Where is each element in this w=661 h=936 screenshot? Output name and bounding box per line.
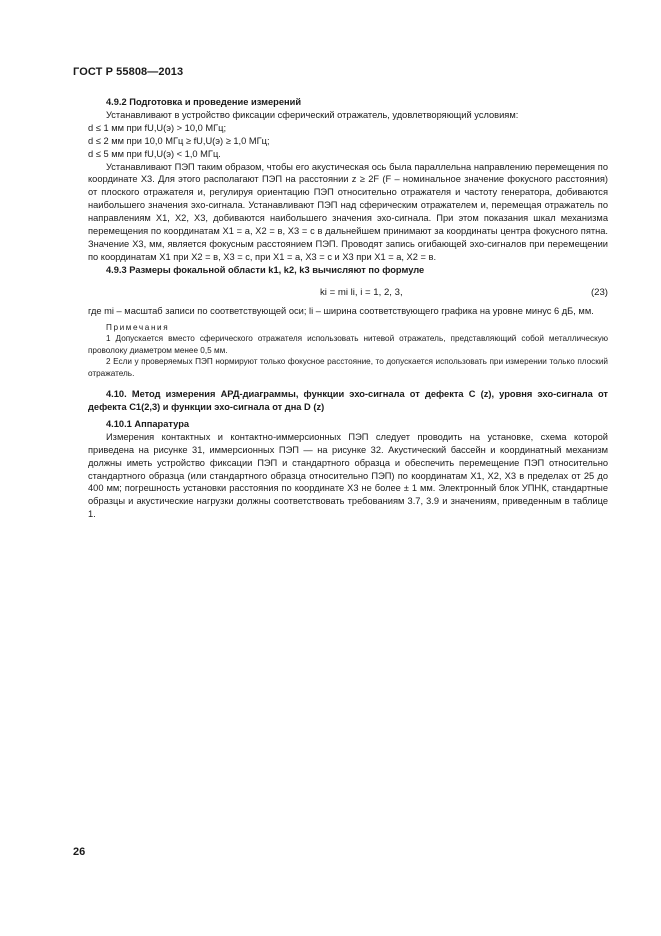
paragraph: Устанавливают в устройство фиксации сферический отражатель, удовлетворяющий условиям: [106,109,519,120]
condition-line: d ≤ 2 мм при 10,0 МГц ≥ fU,U(э) ≥ 1,0 МГц; [88,135,270,146]
paragraph: Устанавливают ПЭП таким образом, чтобы его акустическая ось была параллельна направлению перемещения по координате X3. Для этого располагают ПЭП на расстоянии z ≥ 2F (F – номинальное значение фокусного расстояния) от плоского отражателя и, регулируя ориентацию ПЭП относительно отражателя и частоту генератора, добиваются наибольшего значения эхо-сигнала. Устанавливают ПЭП над сферическим отражателем и, перемещая отражатель по направлениям X1, X2, X3, добиваются наибольшего значения эхо-сигнала. При этом показания шкал механизма перемещения по координатам X1 = a, X2 = в, X3 = c в дальнейшем принимают за координаты центра фокусного пятна. Значение X3, мм, является фокусным расстоянием ПЭП. Проводят запись огибающей эхо-сигналов при перемещении по координатам X1 при X2 = в, X3 = c, при X1 = a, X3 = c и X3 при X1 = a, X2 = в. [88,161,608,262]
note-item: 2 Если у проверяемых ПЭП нормируют только фокусное расстояние, то допускается использовать при измерении только плоский отражатель. [88,357,608,378]
page-content [88,96,608,521]
section-4-9-2-heading: 4.9.2 Подготовка и проведение измерений [106,97,302,107]
formula-row [88,281,608,305]
document-header: ГОСТ Р 55808—2013 [73,66,184,78]
condition-line: d ≤ 1 мм при fU,U(э) > 10,0 МГц; [88,122,227,133]
section-4-10-1-heading: 4.10.1 Аппаратура [106,418,190,429]
page-number: 26 [73,846,86,858]
note-item: 1 Допускается вместо сферического отражателя использовать нитевой отражатель, представляющий собой металлическую проволоку диаметром менее 0,5 мм. [88,334,608,355]
section-4-10-heading [88,388,608,414]
condition-line: d ≤ 5 мм при fU,U(э) < 1,0 МГц. [88,148,221,159]
section-4-9-3-heading: 4.9.3 Размеры фокальной области k1, k2, k3 вычисляют по формуле [106,264,425,275]
section-4-10-heading-text: 4.10. Метод измерения АРД-диаграммы, функции эхо-сигнала от дефекта C (z), уровня эхо-сигнала от дефекта C1(2,3) и функции эхо-сигнала от дна D (z) [88,389,608,412]
formula-number: (23) [590,286,608,298]
formula: ki = mi li, i = 1, 2, 3, [320,286,403,298]
paragraph: Измерения контактных и контактно-иммерсионных ПЭП следует проводить на установке, схема которой приведена на рисунке 31, иммерсионных ПЭП — на рисунке 32. Акустический бассейн и координатный механизм должны иметь устройство фиксации ПЭП и стандартного образца и обеспечить перемещение ПЭП относительно стандартного образца (или стандартного образца относительно ПЭП) по координатам X1, X2, X3 в пределах от 25 до 400 мм; погрешность установки расстояния по координате X3 не более ± 1 мм. Электронный блок УПНК, стандартные образцы и акустические нагрузки должны соответствовать требованиям 3.7, 3.9 и значениям, приведенным в таблице 1. [88,431,608,520]
notes-title: Примечания [106,322,170,332]
formula-explanation: где mi – масштаб записи по соответствующей оси; li – ширина соответствующего графика на уровне минус 6 дБ, мм. [88,305,594,316]
notes-block [88,322,608,380]
